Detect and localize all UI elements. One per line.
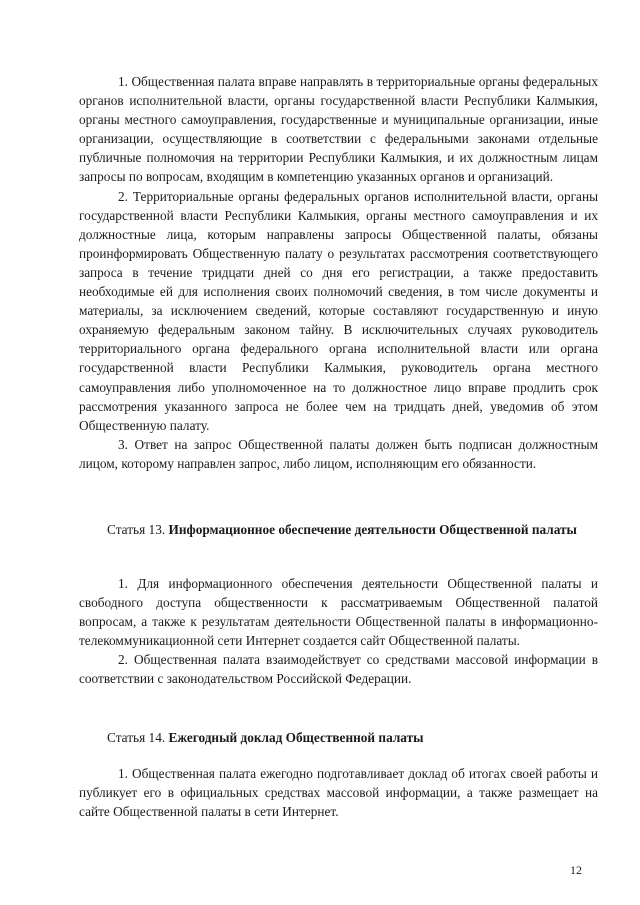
paragraph: 3. Ответ на запрос Общественной палаты должен быть подписан должностным лицом, которому направлен запрос, либо лицом, исполняющим его обязанности. — [79, 436, 598, 471]
article-title: Информационное обеспечение деятельности Общественной палаты — [168, 522, 577, 537]
paragraph: 2. Общественная палата взаимодействует со средствами массовой информации в соответствии с законодательством Российской Федерации. — [79, 652, 598, 687]
article-14-heading — [79, 728, 598, 747]
paragraph: 2. Территориальные органы федеральных органов исполнительной власти, органы государственной власти Республики Калмыкия, органы местного самоуправления и их должностные лица, которым направлены запросы Общественной палаты, обязаны проинформировать Общественную палату о результатах рассмотрения соответствующего запроса в течение тридцати дней со дня его регистрации, а также предоставить необходимые ей для исполнения своих полномочий сведения, в том числе документы и материалы, за исключением сведений, которые составляют государственную и иную охраняемую федеральным законом тайну. В исключительных случаях руководитель территориального органа федерального органа исполнительной власти или органа государственной власти Республики Калмыкия, руководитель органа местного самоуправления либо уполномоченное на то должностное лицо вправе продлить срок рассмотрения указанного запроса не более чем на тридцать дней, уведомив об этом Общественную палату. — [79, 188, 598, 433]
paragraph: 1. Для информационного обеспечения деятельности Общественной палаты и свободного доступа общественности к рассматриваемым Общественной палатой вопросам, а также к результатам деятельности Общественной палаты в информационно-телекоммуникационной сети Интернет создается сайт Общественной палаты. — [79, 576, 598, 649]
article-13-body — [79, 574, 598, 689]
article-label: Статья 14. — [107, 730, 166, 745]
article-13-heading — [79, 520, 598, 539]
paragraph: 1. Общественная палата ежегодно подготавливает доклад об итогах своей работы и публикует его в официальных средствах массовой информации, а также размещает на сайте Общественной палаты в сети Интернет. — [79, 766, 598, 820]
paragraph: 1. Общественная палата вправе направлять в территориальные органы федеральных органов исполнительной власти, органы государственной власти Республики Калмыкия, органы местного самоуправления, государственные и муниципальные организации, иные организации, осуществляющие в соответствии с федеральными законами отдельные публичные полномочия на территории Республики Калмыкия, и их должностным лицам запросы по вопросам, входящим в компетенцию указанных органов и организаций. — [79, 74, 598, 185]
page-number: 12 — [570, 863, 582, 877]
article-label: Статья 13. — [107, 522, 166, 537]
article-14-body — [79, 764, 598, 821]
article-12-continuation — [79, 72, 598, 473]
article-title: Ежегодный доклад Общественной палаты — [168, 730, 424, 745]
